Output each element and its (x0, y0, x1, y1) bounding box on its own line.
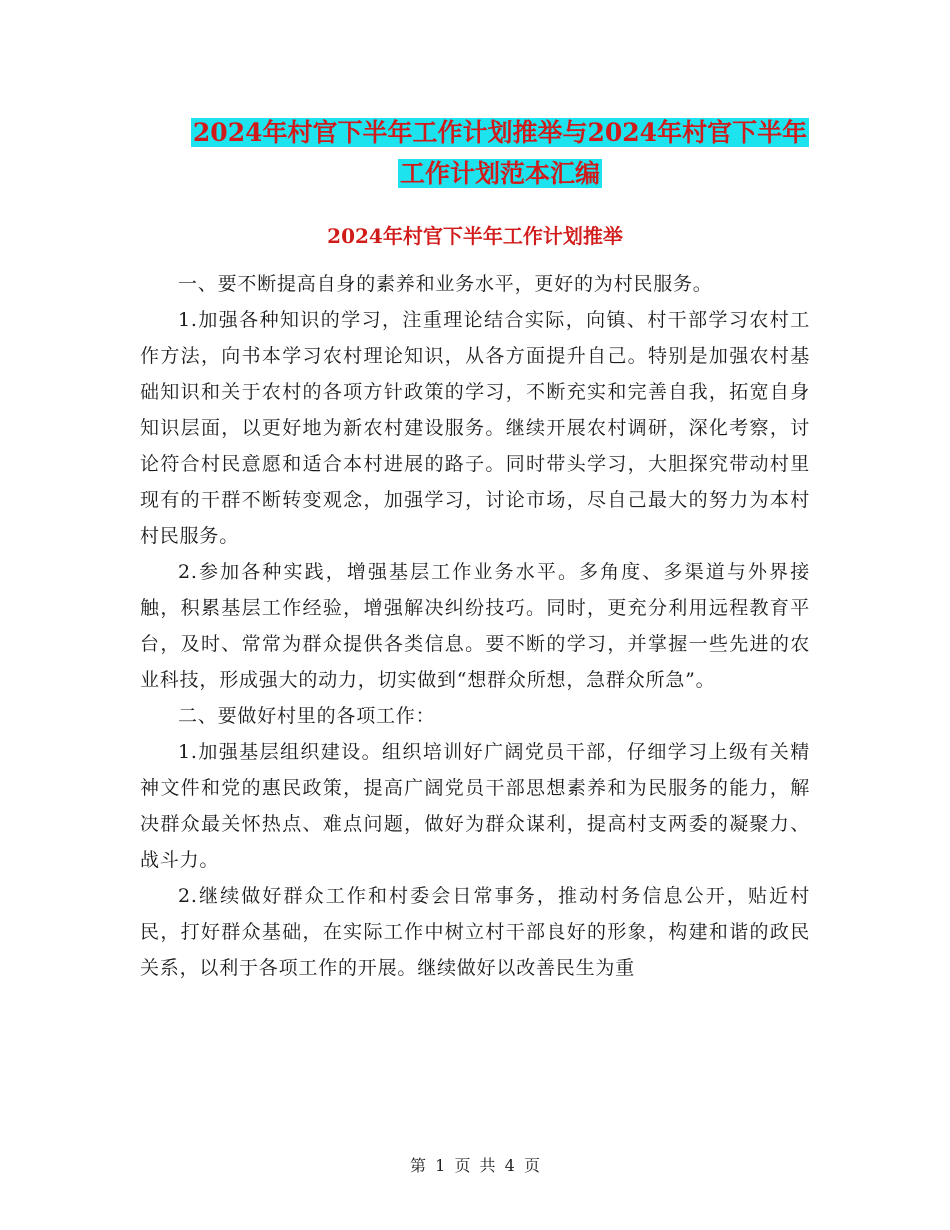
paragraph-6: 2.继续做好群众工作和村委会日常事务，推动村务信息公开，贴近村民，打好群众基础，在实际工作中树立村干部良好的形象，构建和谐的政民关系，以利于各项工作的开展。继续做好以改善民生为重 (140, 885, 810, 979)
footer-suffix: 页 (523, 1156, 540, 1175)
paragraph-4: 二、要做好村里的各项工作： (178, 705, 436, 727)
footer-total-label: 共 (479, 1156, 496, 1175)
title-line-2: 工作计划范本汇编 (399, 159, 600, 188)
paragraph-3: 2.参加各种实践，增强基层工作业务水平。多角度、多渠道与外界接触，积累基层工作经验，增强解决纠纷技巧。同时，更充分利用远程教育平台，及时、常常为群众提供各类信息。要不断的学习，并掌握一些先进的农业科技，形成强大的动力，切实做到“想群众所想，急群众所急”。 (140, 561, 810, 691)
paragraph-2: 1.加强各种知识的学习，注重理论结合实际，向镇、村干部学习农村工作方法，向书本学习农村理论知识，从各方面提升自己。特别是加强农村基础知识和关于农村的各项方针政策的学习，不断充实和完善自我，拓宽自身知识层面，以更好地为新农村建设服务。继续开展农村调研，深化考察，讨论符合村民意愿和适合本村进展的路子。同时带头学习，大胆探究带动村里现有的干群不断转变观念，加强学习，讨论市场，尽自己最大的努力为本村村民服务。 (140, 309, 810, 547)
document-title (120, 112, 880, 194)
section-title: 2024年村官下半年工作计划推举 (327, 224, 623, 248)
paragraph-1: 一、要不断提高自身的素养和业务水平，更好的为村民服务。 (178, 273, 713, 295)
footer-total-pages: 4 (504, 1156, 515, 1175)
footer-current-page: 1 (435, 1156, 446, 1175)
footer-page-label: 页 (454, 1156, 471, 1175)
page-footer (0, 1153, 950, 1176)
title-line-1: 2024年村官下半年工作计划推举与2024年村官下半年 (192, 118, 808, 147)
paragraph-5: 1.加强基层组织建设。组织培训好广阔党员干部，仔细学习上级有关精神文件和党的惠民政策，提高广阔党员干部思想素养和为民服务的能力，解决群众最关怀热点、难点问题，做好为群众谋利，提高村支两委的凝聚力、战斗力。 (140, 741, 810, 871)
footer-prefix: 第 (410, 1156, 427, 1175)
document-body (140, 266, 810, 986)
